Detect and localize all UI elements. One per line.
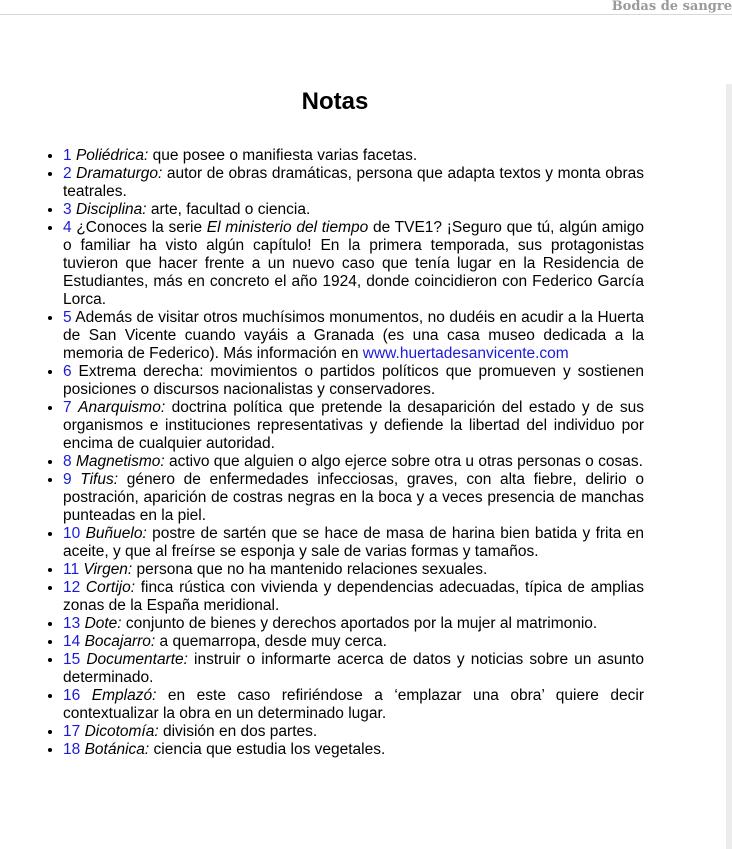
note-text: de TVE1? ¡Seguro que tú, algún amigo o familiar ha visto algún capítulo! En la primera temporada, sus protagonistas tuvieron que hacer frente a un nuevo caso que tenía lugar en la Residencia de Estudiantes, más en concreto el año 1924, donde coincidieron con Federico García Lorca.	[63, 219, 644, 308]
running-header	[0, 0, 732, 15]
note-item	[63, 471, 644, 525]
note-text: Además de visitar otros muchísimos monumentos, no dudéis en acudir a la Huerta de San Vicente cuando vayáis a Granada (es una casa museo dedicada a la memoria de Federico). Más información en	[63, 309, 644, 362]
note-number-link[interactable]: 13	[63, 615, 81, 632]
note-text: a quemarropa, desde muy cerca.	[155, 633, 387, 650]
note-number-link[interactable]: 4	[63, 219, 72, 236]
note-link[interactable]: www.huertadesanvicente.com	[362, 345, 569, 362]
note-term: Magnetismo:	[75, 453, 165, 470]
note-number-link[interactable]: 3	[63, 201, 72, 218]
note-text: ciencia que estudia los vegetales.	[149, 741, 386, 758]
note-item	[63, 309, 644, 363]
note-text: conjunto de bienes y derechos aportados por la mujer al matrimonio.	[121, 615, 598, 632]
notes-list	[63, 147, 644, 759]
note-item	[63, 453, 644, 471]
note-number-link[interactable]: 9	[63, 471, 72, 488]
running-header-title: Bodas de sangre	[611, 0, 732, 14]
note-text: que posee o manifiesta varias facetas.	[148, 147, 418, 164]
note-number-link[interactable]: 16	[63, 687, 81, 704]
note-number-link[interactable]: 18	[63, 741, 81, 758]
note-term: Poliédrica:	[75, 147, 149, 164]
note-text: arte, facultad o ciencia.	[146, 201, 311, 218]
note-term: Botánica:	[84, 741, 150, 758]
note-term: Tifus:	[80, 471, 119, 488]
note-term: Cortijo:	[85, 579, 136, 596]
note-item	[63, 741, 644, 759]
note-number-link[interactable]: 5	[63, 309, 72, 326]
note-term: Virgen:	[83, 561, 133, 578]
note-number-link[interactable]: 14	[63, 633, 81, 650]
note-text: ¿Conoces la serie	[76, 219, 207, 236]
note-number-link[interactable]: 6	[63, 363, 72, 380]
note-term: Dramaturgo:	[76, 165, 163, 182]
note-item	[63, 633, 644, 651]
note-item	[63, 201, 644, 219]
note-text: persona que no ha mantenido relaciones sexuales.	[132, 561, 488, 578]
note-text: postre de sartén que se hace de masa de harina bien batida y frita en aceite, y que al freírse se esponja y sale de varias formas y tamaños.	[63, 525, 644, 560]
note-item	[63, 525, 644, 561]
note-number-link[interactable]: 11	[63, 561, 80, 578]
note-text: autor de obras dramáticas, persona que adapta textos y monta obras teatrales.	[63, 165, 644, 200]
note-item	[63, 363, 644, 399]
note-text: en este caso refiriéndose a ‘emplazar una obra’ quiere decir contextualizar la obra en un determinado lugar.	[63, 687, 644, 722]
note-term: Disciplina:	[75, 201, 147, 218]
note-term: Buñuelo:	[85, 525, 147, 542]
note-term: Dicotomía:	[84, 723, 159, 740]
page-edge	[726, 84, 732, 849]
note-text: activo que alguien o algo ejerce sobre otra u otras personas o cosas.	[164, 453, 643, 470]
note-text: finca rústica con vivienda y dependencias adecuadas, típica de amplias zonas de la España meridional.	[63, 579, 644, 614]
note-number-link[interactable]: 7	[63, 399, 72, 416]
note-number-link[interactable]: 1	[63, 147, 72, 164]
note-text: doctrina política que pretende la desaparición del estado y de sus organismos e instituciones representativas y defiende la libertad del individuo por encima de cualquier autoridad.	[63, 399, 644, 452]
note-number-link[interactable]: 17	[63, 723, 81, 740]
note-series-title: El ministerio del tiempo	[206, 219, 369, 236]
note-text: Extrema derecha: movimientos o partidos políticos que promueven y sostienen posiciones o discursos nacionalistas y conservadores.	[63, 363, 644, 398]
note-item	[63, 219, 644, 309]
note-text: instruir o informarte acerca de datos y noticias sobre un asunto determinado.	[63, 651, 644, 686]
note-term: Bocajarro:	[84, 633, 156, 650]
page-title: Notas	[301, 88, 369, 115]
note-text: división en dos partes.	[158, 723, 318, 740]
note-item	[63, 651, 644, 687]
note-item	[63, 723, 644, 741]
note-item	[63, 579, 644, 615]
note-item	[63, 165, 644, 201]
note-item	[63, 561, 644, 579]
note-term: Dote:	[84, 615, 122, 632]
note-number-link[interactable]: 15	[63, 651, 81, 668]
note-number-link[interactable]: 12	[63, 579, 81, 596]
note-term: Emplazó:	[91, 687, 157, 704]
note-number-link[interactable]: 10	[63, 525, 81, 542]
note-item	[63, 615, 644, 633]
note-number-link[interactable]: 8	[63, 453, 72, 470]
note-item	[63, 399, 644, 453]
note-item	[63, 147, 644, 165]
note-term: Anarquismo:	[78, 399, 166, 416]
note-term: Documentarte:	[86, 651, 188, 668]
note-item	[63, 687, 644, 723]
note-text: género de enfermedades infecciosas, graves, con alta fiebre, delirio o postración, aparición de costras negras en la boca y a veces presencia de manchas punteadas en la piel.	[63, 471, 644, 524]
note-number-link[interactable]: 2	[63, 165, 72, 182]
